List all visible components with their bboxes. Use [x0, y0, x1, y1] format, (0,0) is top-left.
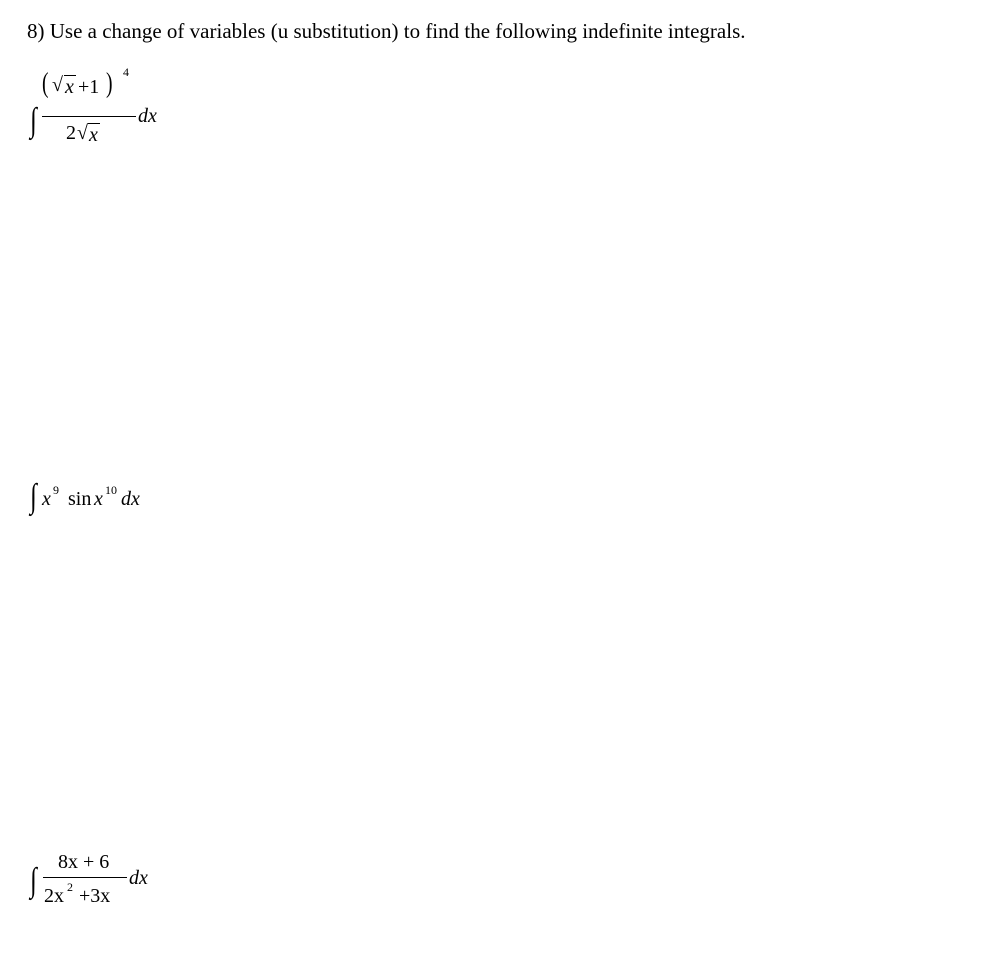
- denominator-exponent: 2: [67, 880, 73, 894]
- integral-problem-1: [30, 66, 180, 160]
- numerator-radicand: x: [65, 76, 74, 98]
- numerator-exponent: 4: [123, 65, 129, 79]
- argument-exponent: 10: [105, 483, 117, 497]
- numerator: 8x + 6: [58, 851, 110, 873]
- differential: dx: [138, 105, 157, 127]
- denominator-term2: +3x: [79, 885, 111, 907]
- numerator-close-paren: ): [106, 68, 113, 99]
- fraction-bar: [43, 877, 127, 878]
- integral-sign: ∫: [30, 862, 37, 899]
- base-exponent: 9: [53, 483, 59, 497]
- question-heading: 8) Use a change of variables (u substitution) to find the following indefinite integrals.: [27, 19, 746, 43]
- integral-problem-3: [30, 848, 170, 913]
- numerator-open-paren: (: [42, 68, 49, 99]
- function-name: sin: [68, 488, 92, 510]
- numerator-plus-one: +1: [78, 76, 100, 98]
- denominator-radicand: x: [89, 124, 98, 146]
- numerator-sqrt-symbol: √: [52, 74, 63, 96]
- denominator-coefficient: 2: [66, 122, 76, 144]
- differential: dx: [129, 867, 148, 889]
- integral-sign: ∫: [30, 478, 37, 515]
- base-variable: x: [42, 488, 51, 510]
- denominator-term1: 2x: [44, 885, 64, 907]
- fraction-bar: [42, 116, 136, 117]
- denominator-sqrt-symbol: √: [77, 122, 88, 144]
- integral-problem-2: [30, 478, 190, 518]
- integral-sign: ∫: [30, 102, 37, 139]
- argument-variable: x: [94, 488, 103, 510]
- differential: dx: [121, 488, 140, 510]
